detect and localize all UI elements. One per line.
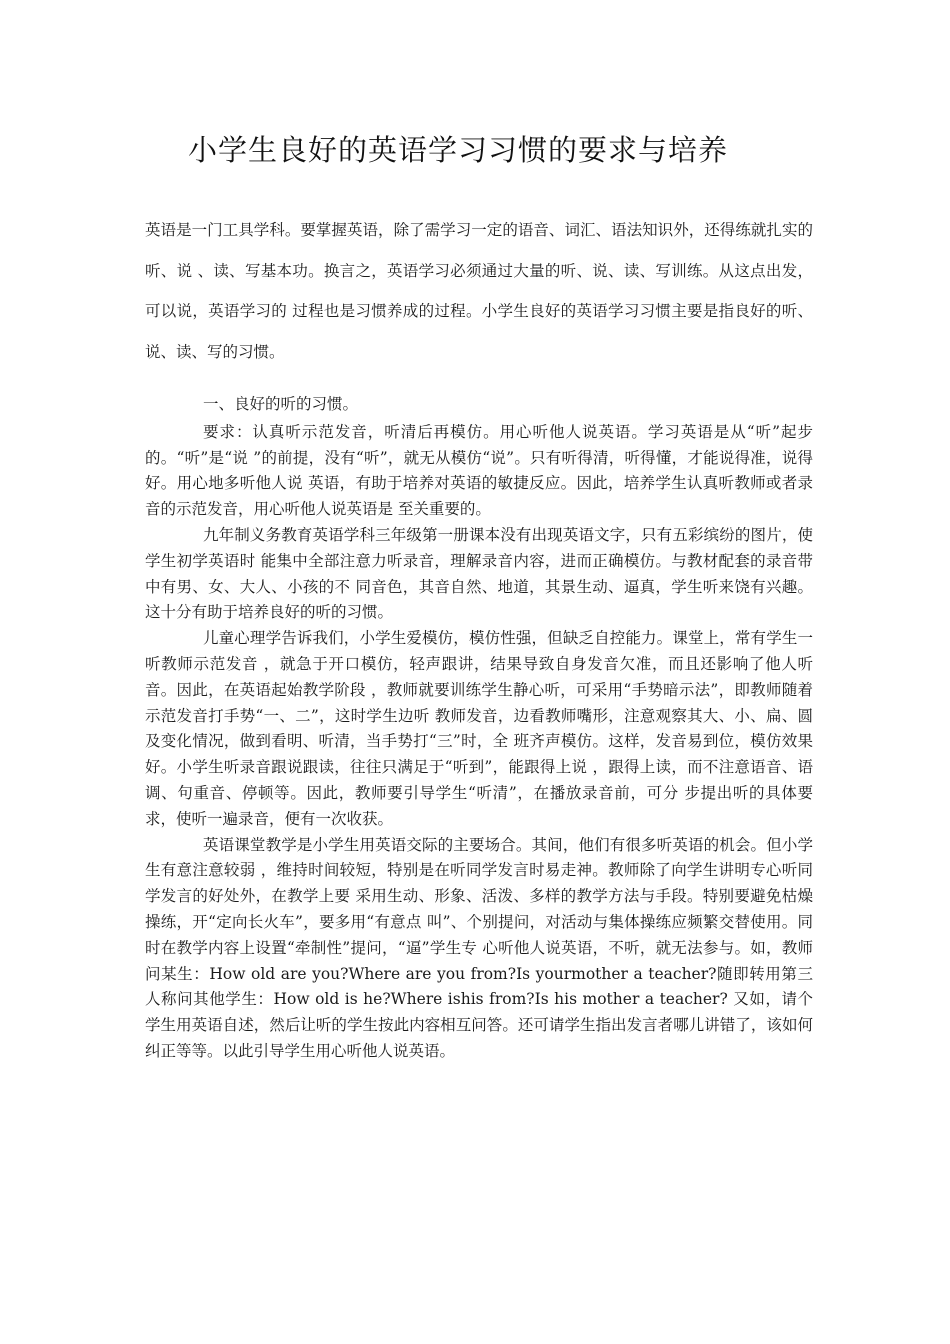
intro-text: 英语是一门工具学科。要掌握英语，除了需学习一定的语音、词汇、语法知识外，还得练就扎实的听、说 、读、写基本功。换言之，英语学习必须通过大量的听、说、读、写训练。从这点出发，可以说，英语学习的 过程也是习惯养成的过程。小学生良好的英语学习习惯主要是指良好的听、说、读、写的习惯。 — [145, 221, 813, 361]
intro-paragraph — [145, 210, 813, 372]
paragraph-requirements: 要求：认真听示范发音，听清后再模仿。用心听他人说英语。学习英语是从“听”起步的。“听”是“说 ”的前提，没有“听”，就无从模仿“说”。只有听得清，听得懂，才能说得准，说得好。用心地多听他人说 英语，有助于培养对英语的敏捷反应。因此，培养学生认真听教师或者录音的示范发音，用心听他人说英语是 至关重要的。 — [145, 422, 813, 519]
section-heading: 一、良好的听的习惯。 — [203, 395, 359, 413]
document-title: 小学生良好的英语学习习惯的要求与培养 — [188, 133, 729, 167]
paragraph-classroom-teaching: 英语课堂教学是小学生用英语交际的主要场合。其间，他们有很多听英语的机会。但小学生有意注意较弱 ，维持时间较短，特别是在听同学发言时易走神。教师除了向学生讲明专心听同学发言的好处外，在教学上要 采用生动、形象、活泼、多样的教学方法与手段。特别要避免枯燥操练，开“定向长火车”，要多用“有意点 叫”、个别提问，对活动与集体操练应频繁交替使用。同时在教学内容上设置“牵制性”提问，“逼”学生专 心听他人说英语，不听，就无法参与。如，教师问某生：How old are you?Where are you from?Is yourmother a teacher?随即转用第三人称问其他学生：How old is he?Where ishis from?Is his mother a teacher? 又如，请个学生用英语自述，然后让听的学生按此内容相互问答。还可请学生指出发言者哪儿讲错了，该如何 纠正等等。以此引导学生用心听他人说英语。 — [145, 835, 813, 1060]
section-listening-habits — [145, 392, 813, 1065]
paragraph-textbook: 九年制义务教育英语学科三年级第一册课本没有出现英语文字，只有五彩缤纷的图片，使学生初学英语时 能集中全部注意力听录音，理解录音内容，进而正确模仿。与教材配套的录音带中有男、女、大人、小孩的不 同音色，其音自然、地道，其景生动、逼真，学生听来饶有兴趣。这十分有助于培养良好的听的习惯。 — [145, 525, 813, 622]
paragraph-child-psychology: 儿童心理学告诉我们，小学生爱模仿，模仿性强，但缺乏自控能力。课堂上，常有学生一听教师示范发音 ，就急于开口模仿，轻声跟讲，结果导致自身发音欠准，而且还影响了他人听音。因此，在英语起始教学阶段 ，教师就要训练学生静心听，可采用“手势暗示法”，即教师随着示范发音打手势“一、二”，这时学生边听 教师发音，边看教师嘴形，注意观察其大、小、扁、圆及变化情况，做到看明、听清，当手势打“三”时，全 班齐声模仿。这样，发音易到位，模仿效果好。小学生听录音跟说跟读，往往只满足于“听到”，能跟得上说 ，跟得上读，而不注意语音、语调、句重音、停顿等。因此，教师要引导学生“听清”，在播放录音前，可分 步提出听的具体要求，使听一遍录音，便有一次收获。 — [145, 629, 813, 828]
